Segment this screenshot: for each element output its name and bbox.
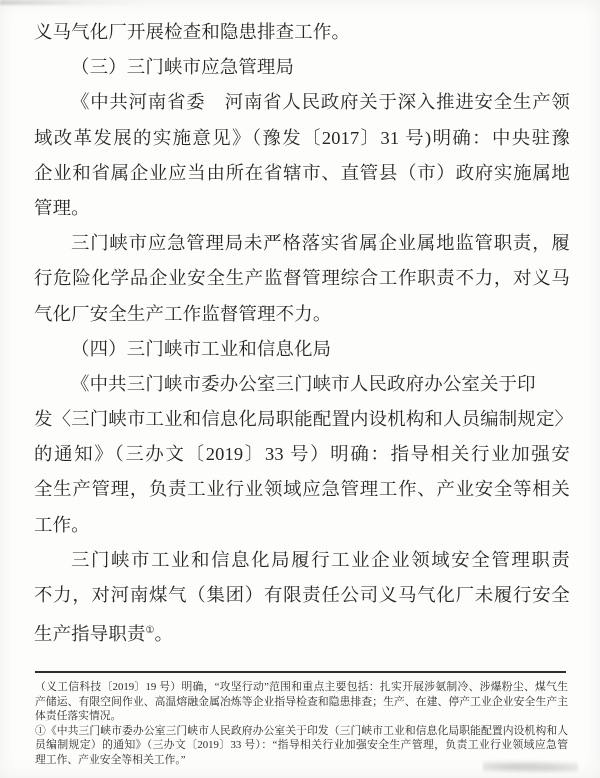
footnote-divider [35,671,566,673]
body-line: 行危险化学品企业安全生产监督管理综合工作职责不力，对义马 [34,268,570,289]
footnote-line: （义工信科技〔2019〕19 号）明确，“攻坚行动”范围和重点主要包括：扎实开展涉氨制冷、涉爆粉尘、煤气生 [35,681,568,693]
body-line: 气化厂安全生产工作监督管理不力。 [34,303,332,324]
footnote-line: ①《中共三门峡市委办公室三门峡市人民政府办公室关于印发（三门峡市工业和信息化局职能配置内设机构和人 [35,724,568,737]
body-line: 发〈三门峡市工业和信息化局职能配置内设机构和人员编制规定〉 [34,409,574,430]
body-line [34,613,570,648]
body-line-text: 生产指导职责 [34,624,146,645]
section-heading-4: （四）三门峡市工业和信息化局 [71,338,332,359]
body-line: 管理。 [34,197,90,218]
footnote-ref-marker: ① [145,625,155,637]
footnotes-section [35,680,568,768]
body-line: 义马气化厂开展检查和隐患排查工作。 [34,22,351,42]
body-line: 《中共三门峡市委办公室三门峡市人民政府办公室关于印 [71,373,536,394]
body-line: 三门峡市应急管理局未严格落实省属企业属地监管职责，履 [71,233,570,254]
body-line: 全生产管理，负责工业行业领域应急管理工作、产业安全等相关 [34,479,570,500]
document-body [34,15,574,648]
body-line: 工作。 [34,514,90,535]
section-heading-3: （三）三门峡市应急管理局 [71,57,295,78]
body-line: 《中共河南省委 河南省人民政府关于深入推进安全生产领 [71,92,570,113]
footnote-line: 产储运、有限空间作业、高温熔融金属冶炼等企业指导检查和隐患排查；生产、在建、停产工业企业安全生产主 [35,695,568,708]
footnote-line: 理工作、产业安全等相关工作。” [35,753,186,766]
scan-artifact-bottom [483,760,578,773]
body-line-text: 。 [154,624,174,645]
body-line: 企业和省属企业应当由所在省辖市、直管县（市）政府实施属地 [34,162,570,183]
footnote-line: 员编制规定）的通知》（三办文〔2019〕33 号）：“指导相关行业加强安全生产管理，负责工业行业领域应急管 [35,739,568,752]
scan-artifact-top [0,0,150,5]
body-line: 域改革发展的实施意见》（豫发〔2017〕31 号)明确：中央驻豫 [34,127,570,148]
body-line: 三门峡市工业和信息化局履行工业企业领域安全管理职责 [71,549,570,570]
footnote-line: 体责任落实情况。 [35,710,122,723]
body-line: 不力，对河南煤气（集团）有限责任公司义马气化厂未履行安全 [34,585,570,605]
body-line: 的通知》（三办文〔2019〕33 号）明确：指导相关行业加强安 [34,444,570,465]
